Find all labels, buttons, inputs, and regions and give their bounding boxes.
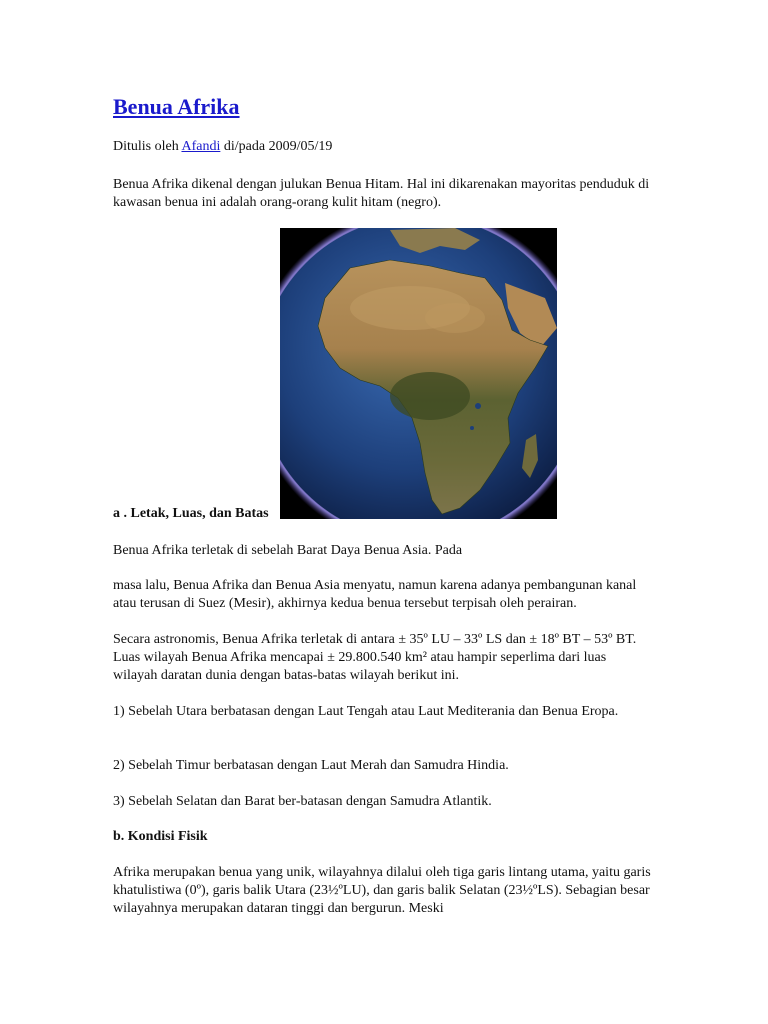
article: [113, 92, 653, 916]
paragraph-3: Secara astronomis, Benua Afrika terletak di antara ± 35º LU – 33º LS dan ± 18º BT – 53º BT. Luas wilayah Benua Afrika mencapai ± 29.800.540 km² atau hampir seperlima dari luas wilayah daratan dunia dengan batas-batas wilayah berikut ini.: [113, 632, 637, 683]
paragraph-1: Benua Afrika terletak di sebelah Barat Daya Benua Asia. Pada: [113, 543, 463, 558]
paragraph-4: Afrika merupakan benua yang unik, wilayahnya dilalui oleh tiga garis lintang utama, yaitu garis khatulistiwa (0º), garis balik Utara (23½ºLU), dan garis balik Selatan (23½ºLS). Sebagian besar wilayahnya merupakan dataran tinggi dan bergurun. Meski: [113, 865, 651, 916]
article-title-link[interactable]: Benua Afrika: [113, 94, 240, 119]
paragraph-2: masa lalu, Benua Afrika dan Benua Asia menyatu, namun karena adanya pembangunan kanal atau terusan di Suez (Mesir), akhirnya kedua benua tersebut terpisah oleh perairan.: [113, 578, 637, 611]
intro-paragraph: Benua Afrika dikenal dengan julukan Benua Hitam. Hal ini dikarenakan mayoritas penduduk di kawasan benua ini adalah orang-orang kulit hitam (negro).: [113, 177, 650, 210]
author-link[interactable]: Afandi: [181, 139, 221, 154]
boundary-item-1: 1) Sebelah Utara berbatasan dengan Laut Tengah atau Laut Mediterania dan Benua Eropa.: [113, 704, 619, 719]
byline: [113, 138, 332, 156]
section-b-heading: b. Kondisi Fisik: [113, 829, 208, 844]
section-a-heading: a . Letak, Luas, dan Batas: [113, 506, 269, 521]
byline-date: di/pada 2009/05/19: [223, 139, 333, 154]
boundary-item-2: 2) Sebelah Timur berbatasan dengan Laut Merah dan Samudra Hindia.: [113, 758, 509, 773]
africa-globe-image: [280, 228, 557, 519]
globe-icon: [280, 228, 557, 519]
byline-prefix: Ditulis oleh: [113, 139, 179, 154]
boundary-item-3: 3) Sebelah Selatan dan Barat ber-batasan dengan Samudra Atlantik.: [113, 794, 492, 809]
